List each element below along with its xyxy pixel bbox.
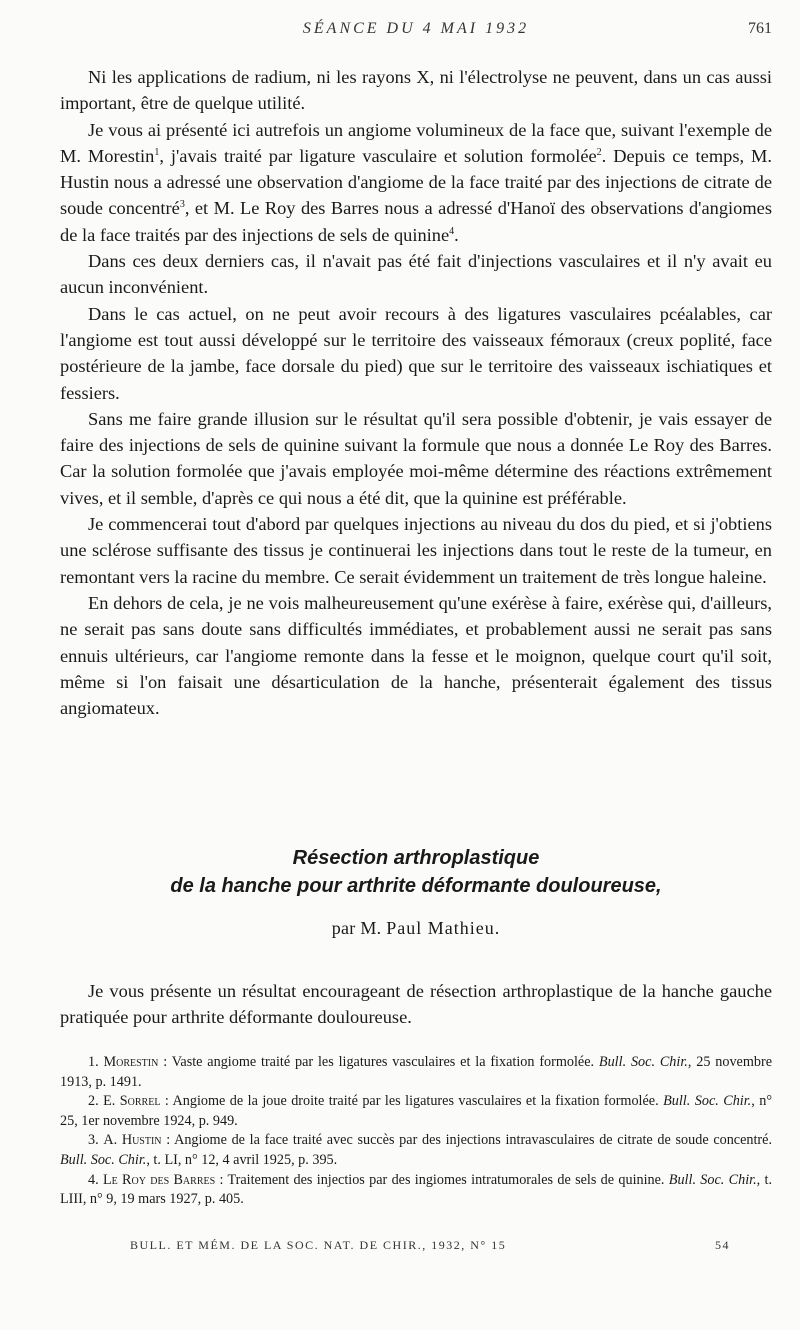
signature-mark: 54 xyxy=(715,1238,730,1252)
footnote-number: 2. xyxy=(88,1093,99,1110)
footnote-author: E. Sorrel xyxy=(103,1093,161,1110)
paragraph-text: . Depuis ce temps, M. Hustin nous a adressé une observation d'angiome de la face traité par des injections de citrate de soude concentré xyxy=(60,145,772,219)
paragraph-text: Je vous ai présenté ici autrefois un angiome volumineux de la face que, suivant l'exemple de M. Morestin xyxy=(60,119,772,166)
footnote xyxy=(60,1092,772,1131)
footnote xyxy=(60,1131,772,1170)
footnote-text: : Angiome de la face traité avec succès par des injections intravasculaires de citrate de soude concentré. xyxy=(161,1132,772,1149)
footnote-author: Morestin xyxy=(103,1054,159,1070)
footnote-number: 3. xyxy=(88,1132,99,1149)
footnote-journal: Bull. Soc. Chir. xyxy=(60,1151,147,1168)
footnote-author: A. Hustin xyxy=(103,1132,162,1149)
footnote-text: : Angiome de la joue droite traité par les ligatures vasculaires et la fixation formolée. xyxy=(160,1093,664,1110)
footnote-text: : Vaste angiome traité par les ligatures vasculaires et la fixation formolée. xyxy=(158,1054,599,1070)
footnote-ref: 2 xyxy=(596,146,602,158)
paragraph: Je vous présente un résultat encourageant de résection arthroplastique de la hanche gauche pratiquée pour arthrite déformante douloureuse. xyxy=(60,981,772,1028)
footnote-ref: 3 xyxy=(179,199,185,211)
footnote-journal: Bull. Soc. Chir. xyxy=(663,1093,752,1110)
paragraph: Je commencerai tout d'abord par quelques injections au niveau du dos du pied, et si j'obtiens une sclérose suffisante des tissus je continuerai les injections dans tout le reste de la tumeur, en remontant vers la racine du membre. Ce serait évidemment un traitement de très longue haleine. xyxy=(60,514,772,587)
footnote-ref: , t. LIII, n° 9, 19 mars 1927, p. 405. xyxy=(60,1171,772,1208)
byline-prefix: par M. xyxy=(331,918,382,938)
page-footer xyxy=(130,1238,730,1258)
paragraph xyxy=(60,117,772,248)
paragraph-text: , et M. Le Roy des Barres nous a adressé d'Hanoï des observations d'angiomes de la face traités par des injections de sels de quinine xyxy=(60,198,772,245)
footnote xyxy=(60,1171,772,1210)
section-title-line: de la hanche pour arthrite déformante douloureuse, xyxy=(170,875,662,897)
footnote-author: Le Roy des Barres xyxy=(102,1171,216,1188)
article-body xyxy=(60,64,772,721)
paragraph: En dehors de cela, je ne vois malheureusement qu'une exérèse à faire, exérèse qui, d'ailleurs, ne serait pas sans doute sans difficultés immédiates, et probablement aussi ne serait pas sans ennuis ultérieurs, car l'angiome remonte dans la fesse et le moignon, quelque court qu'il soit, même si l'on faisait une désarticulation de la hanche, présenterait également des tissus angiomateux. xyxy=(60,592,772,719)
page-number: 761 xyxy=(748,20,772,37)
paragraph: Sans me faire grande illusion sur le résultat qu'il sera possible d'obtenir, je vais essayer de faire des injections de sels de quinine suivant la formule que nous a donnée Le Roy des Barres. Car la solution formolée que j'avais employée moi-même détermine des réactions extrêmement vives, et il semble, d'après ce qui nous a été dit, que la quinine est préférable. xyxy=(60,408,772,508)
paragraph-text: , j'avais traité par ligature vasculaire et solution formolée xyxy=(159,145,597,166)
footnote-journal: Bull. Soc. Chir. xyxy=(668,1171,757,1188)
paragraph: Dans le cas actuel, on ne peut avoir recours à des ligatures vasculaires pcéalables, car l'angiome est tout aussi développé sur le territoire des vaisseaux fémoraux (creux poplité, face postérieure de la jambe, face dorsale du pied) que sur le territoire des vaisseaux ischiatiques et fessiers. xyxy=(60,303,772,403)
footnote-text: : Traitement des injectios par des ingiomes intratumorales de sels de quinine. xyxy=(215,1171,669,1188)
footnote-ref: 1 xyxy=(154,146,160,158)
journal-citation: BULL. ET MÉM. DE LA SOC. NAT. DE CHIR., 1932, N° 15 xyxy=(130,1238,507,1252)
section-intro xyxy=(60,978,772,1031)
section-title-line: Résection arthroplastique xyxy=(292,847,540,869)
footnote-ref: , 25 novembre 1913, p. 1491. xyxy=(60,1054,773,1090)
header-title: SÉANCE DU 4 MAI 1932 xyxy=(302,20,530,37)
footnote-number: 4. xyxy=(88,1171,99,1188)
footnote-journal: Bull. Soc. Chir. xyxy=(598,1054,688,1070)
paragraph: Dans ces deux derniers cas, il n'avait pas été fait d'injections vasculaires et il n'y avait eu aucun inconvénient. xyxy=(60,251,772,298)
footnote-ref: , t. LI, n° 12, 4 avril 1925, p. 395. xyxy=(146,1151,338,1168)
footnote-ref: 4 xyxy=(449,225,455,237)
section-title xyxy=(60,844,772,900)
footnotes xyxy=(60,1053,772,1210)
footnote-number: 1. xyxy=(88,1054,99,1070)
footnote xyxy=(60,1053,772,1092)
paragraph-text: . xyxy=(454,224,459,245)
byline xyxy=(60,918,772,939)
paragraph: Ni les applications de radium, ni les rayons X, ni l'électrolyse ne peuvent, dans un cas aussi important, être de quelque utilité. xyxy=(60,67,772,114)
footnote-ref: , n° 25, 1er novembre 1924, p. 949. xyxy=(60,1093,773,1129)
byline-author: Paul Mathieu. xyxy=(386,918,501,938)
running-header xyxy=(60,20,772,44)
